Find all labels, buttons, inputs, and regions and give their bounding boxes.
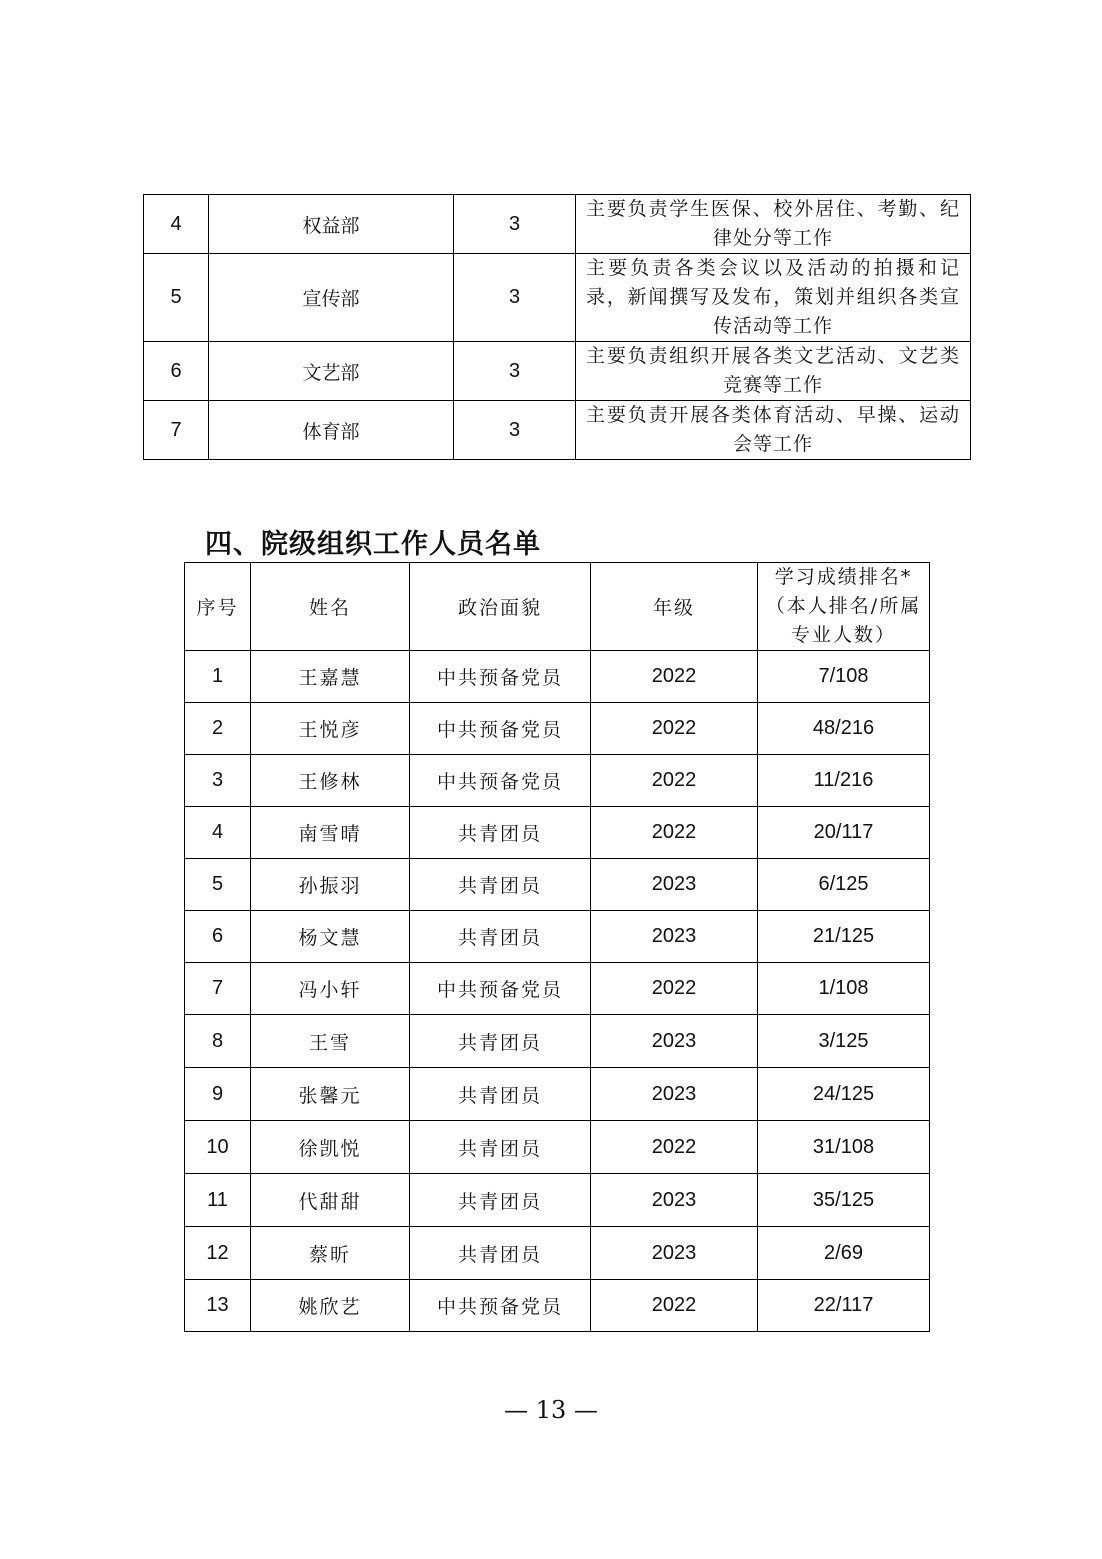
dept-name: 权益部 — [209, 195, 454, 254]
header-no: 序号 — [185, 563, 251, 651]
staff-no: 8 — [185, 1015, 251, 1068]
staff-grade: 2023 — [591, 1068, 758, 1121]
staff-political: 共青团员 — [410, 807, 591, 859]
staff-name: 王嘉慧 — [251, 651, 410, 703]
staff-grade: 2023 — [591, 1015, 758, 1068]
staff-row — [185, 859, 930, 911]
staff-political: 中共预备党员 — [410, 963, 591, 1015]
staff-rank: 1/108 — [758, 963, 930, 1015]
staff-political: 共青团员 — [410, 1068, 591, 1121]
dept-name: 体育部 — [209, 401, 454, 460]
dept-count: 3 — [454, 195, 576, 254]
staff-rank: 11/216 — [758, 755, 930, 807]
section-title: 四、院级组织工作人员名单 — [205, 529, 541, 560]
staff-rank: 20/117 — [758, 807, 930, 859]
staff-rank: 22/117 — [758, 1280, 930, 1332]
page-number: — 13 — — [504, 1396, 598, 1424]
dept-duty: 主要负责开展各类体育活动、早操、运动会等工作 — [576, 401, 971, 460]
staff-row — [185, 651, 930, 703]
staff-grade: 2023 — [591, 911, 758, 963]
staff-row — [185, 963, 930, 1015]
staff-grade: 2022 — [591, 963, 758, 1015]
staff-grade: 2023 — [591, 1227, 758, 1280]
staff-no: 7 — [185, 963, 251, 1015]
staff-row — [185, 807, 930, 859]
header-rank: 学习成绩排名*（本人排名/所属专业人数） — [758, 563, 930, 651]
dept-count: 3 — [454, 342, 576, 401]
staff-row — [185, 1280, 930, 1332]
staff-rows — [185, 651, 930, 1332]
staff-name: 王悦彦 — [251, 703, 410, 755]
staff-name: 冯小轩 — [251, 963, 410, 1015]
staff-no: 3 — [185, 755, 251, 807]
staff-no: 2 — [185, 703, 251, 755]
dept-name: 文艺部 — [209, 342, 454, 401]
staff-name: 南雪晴 — [251, 807, 410, 859]
staff-grade: 2023 — [591, 1174, 758, 1227]
staff-rank: 2/69 — [758, 1227, 930, 1280]
staff-rank: 31/108 — [758, 1121, 930, 1174]
staff-row — [185, 755, 930, 807]
staff-no: 11 — [185, 1174, 251, 1227]
dept-duty: 主要负责各类会议以及活动的拍摄和记录，新闻撰写及发布，策划并组织各类宣传活动等工作 — [576, 254, 971, 342]
staff-rank: 21/125 — [758, 911, 930, 963]
staff-political: 共青团员 — [410, 911, 591, 963]
staff-political: 中共预备党员 — [410, 703, 591, 755]
staff-rank: 6/125 — [758, 859, 930, 911]
staff-rank: 48/216 — [758, 703, 930, 755]
department-table — [143, 194, 971, 460]
staff-political: 共青团员 — [410, 1121, 591, 1174]
staff-grade: 2022 — [591, 1280, 758, 1332]
staff-no: 5 — [185, 859, 251, 911]
staff-grade: 2022 — [591, 703, 758, 755]
staff-row — [185, 1227, 930, 1280]
header-grade: 年级 — [591, 563, 758, 651]
dept-count: 3 — [454, 401, 576, 460]
staff-no: 12 — [185, 1227, 251, 1280]
staff-table — [184, 562, 930, 1332]
staff-name: 杨文慧 — [251, 911, 410, 963]
department-row — [144, 195, 971, 254]
staff-row — [185, 1121, 930, 1174]
staff-no: 10 — [185, 1121, 251, 1174]
dept-no: 5 — [144, 254, 209, 342]
staff-name: 姚欣艺 — [251, 1280, 410, 1332]
dept-no: 7 — [144, 401, 209, 460]
staff-rank: 7/108 — [758, 651, 930, 703]
staff-row — [185, 703, 930, 755]
staff-row — [185, 1174, 930, 1227]
dept-duty: 主要负责学生医保、校外居住、考勤、纪律处分等工作 — [576, 195, 971, 254]
staff-name: 张馨元 — [251, 1068, 410, 1121]
staff-rank: 24/125 — [758, 1068, 930, 1121]
staff-row — [185, 1068, 930, 1121]
staff-political: 共青团员 — [410, 1015, 591, 1068]
dept-duty: 主要负责组织开展各类文艺活动、文艺类竞赛等工作 — [576, 342, 971, 401]
staff-rank: 3/125 — [758, 1015, 930, 1068]
staff-grade: 2023 — [591, 859, 758, 911]
staff-no: 6 — [185, 911, 251, 963]
staff-political: 共青团员 — [410, 1227, 591, 1280]
staff-name: 孙振羽 — [251, 859, 410, 911]
header-political: 政治面貌 — [410, 563, 591, 651]
staff-row — [185, 911, 930, 963]
staff-name: 蔡昕 — [251, 1227, 410, 1280]
staff-name: 徐凯悦 — [251, 1121, 410, 1174]
staff-political: 共青团员 — [410, 859, 591, 911]
staff-grade: 2022 — [591, 1121, 758, 1174]
staff-political: 中共预备党员 — [410, 755, 591, 807]
dept-count: 3 — [454, 254, 576, 342]
staff-political: 共青团员 — [410, 1174, 591, 1227]
staff-no: 9 — [185, 1068, 251, 1121]
dept-no: 6 — [144, 342, 209, 401]
department-row — [144, 401, 971, 460]
staff-rank: 35/125 — [758, 1174, 930, 1227]
staff-grade: 2022 — [591, 755, 758, 807]
dept-no: 4 — [144, 195, 209, 254]
staff-name: 代甜甜 — [251, 1174, 410, 1227]
department-row — [144, 342, 971, 401]
dept-name: 宣传部 — [209, 254, 454, 342]
staff-grade: 2022 — [591, 651, 758, 703]
department-row — [144, 254, 971, 342]
staff-no: 4 — [185, 807, 251, 859]
staff-no: 1 — [185, 651, 251, 703]
staff-name: 王修林 — [251, 755, 410, 807]
staff-political: 中共预备党员 — [410, 1280, 591, 1332]
staff-name: 王雪 — [251, 1015, 410, 1068]
staff-row — [185, 1015, 930, 1068]
staff-header-row — [185, 563, 930, 651]
staff-no: 13 — [185, 1280, 251, 1332]
staff-grade: 2022 — [591, 807, 758, 859]
staff-political: 中共预备党员 — [410, 651, 591, 703]
header-name: 姓名 — [251, 563, 410, 651]
